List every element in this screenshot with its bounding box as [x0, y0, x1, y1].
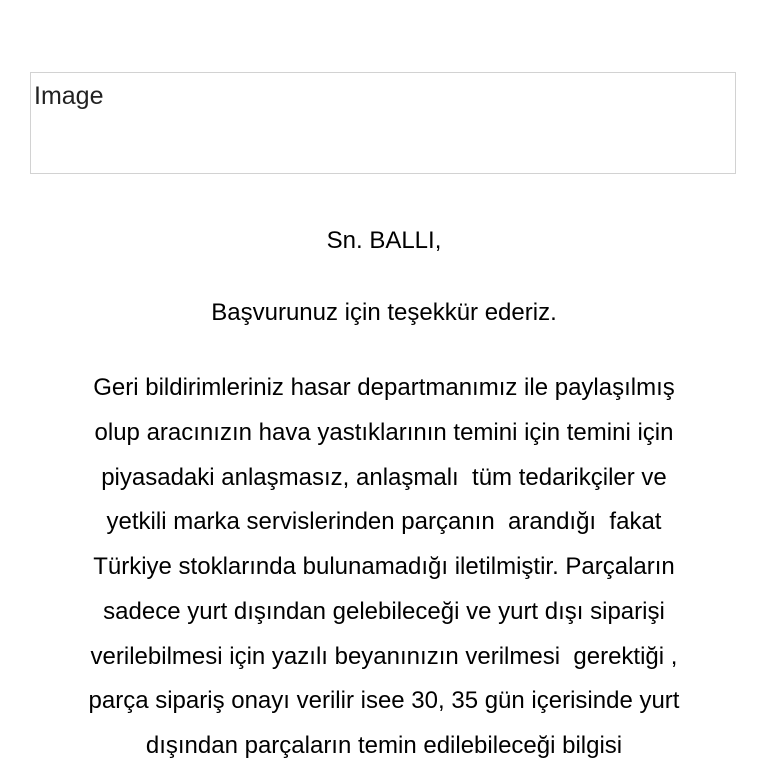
image-placeholder — [30, 72, 736, 174]
body-line: piyasadaki anlaşmasız, anlaşmalı tüm tedarikçiler ve — [101, 463, 667, 491]
body-line: olup aracınızın hava yastıklarının temini için temini için — [94, 418, 674, 446]
body-line: yetkili marka servislerinden parçanın arandığı fakat — [106, 508, 662, 536]
body-line: Türkiye stoklarında bulunamadığı iletilmiştir. Parçaların — [93, 553, 675, 580]
image-alt-text: Image — [34, 82, 104, 110]
thanks-line: Başvurunuz için teşekkür ederiz. — [211, 299, 557, 326]
greeting: Sn. BALLI, — [326, 227, 442, 254]
body-line: Geri bildirimleriniz hasar departmanımız ile paylaşılmış — [93, 374, 675, 401]
body-line: verilebilmesi için yazılı beyanınızın verilmesi gerektiği , — [90, 642, 678, 670]
body-line: sadece yurt dışından gelebileceği ve yurt dışı siparişi — [103, 597, 665, 625]
body-line: dışından parçaların temin edilebileceği bilgisi — [145, 732, 623, 759]
body-line: parça sipariş onayı verilir isee 30, 35 gün içerisinde yurt — [88, 687, 680, 715]
message-body — [0, 368, 768, 768]
